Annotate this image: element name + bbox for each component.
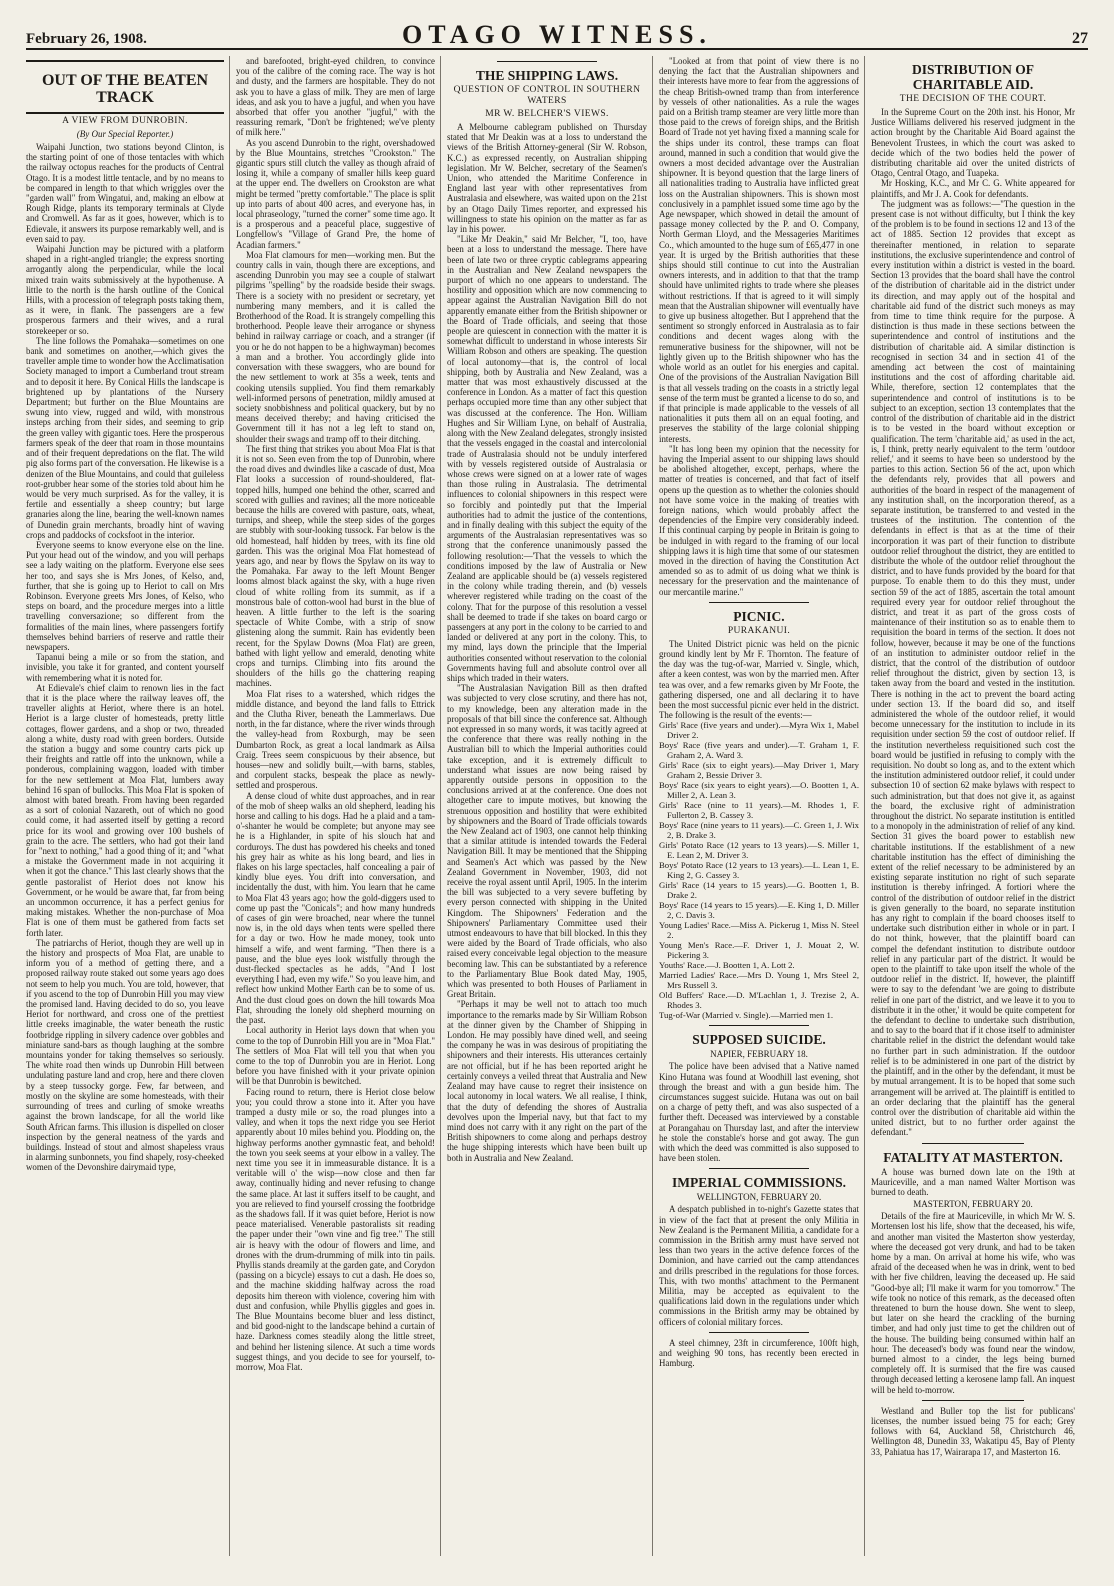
column-5	[871, 56, 1080, 1556]
issue-date: February 26, 1908.	[26, 31, 147, 47]
result-item: Old Buffers' Race.—D. M'Lachlan 1, J. Trezise 2, A. Rhodes 3.	[659, 990, 859, 1011]
result-item: Girls' Race (nine to 11 years).—M. Rhodes 1, F. Fullerton 2, B. Cassey 3.	[659, 800, 859, 821]
masterton-dateline: MASTERTON, FEBRUARY 20.	[913, 1199, 1033, 1210]
article-paragraph: Facing round to return, there is Heriot close below you; you could throw a stone into it. After you have tramped a dusty mile or so, the road plunges into a valley, and when it tops the next ridge you see Heriot apparently about 10 miles behind you. Plodding on, the highway performs another gymnastic feat, and behold! the town you seek seems at your elbow in a valley. The next time you see it in immeasurable distance. It is a veritable will o' the wisp—now close and then far away, continually hiding and never refusing to change the same place. At last it suffers itself to be caught, and you are relieved to find yourself crossing the footbridge as the shadows fall. If it was quiet before, Heriot is now peace materialised. Venerable pastoralists sit reading the paper under their "own vine and fig tree." The still air is heavy with the odour of flowers and lime, and drones with the drum-drumming of milk into tin pails. Phyllis stands dreamily at the garden gate, and Corydon (passing on a bicycle) essays to cut a dash. He does so, and the machine skidding halfway across the road deposits him thereon with violence, covering him with dust and confusion, while Phyllis giggles and goes in. The Blue Mountains become bluer and less distinct, and bid good-night to the landscape behind a curtain of haze. Darkness comes steadily along the little street, and behind her listening silence. At such a time words suggest things, and you decide to see for yourself, to-morrow, Moa Flat.	[236, 1086, 435, 1372]
article-paragraph: Everyone seems to know everyone else on the line. Put your head out of the window, and you will perhaps see a lady waiting on the platform. Everyone else sees her too, and says she is Mrs Jones, of Kelso, and, further, that she is going up to Heriot to call on Mrs Robinson. Everyone greets Mrs Jones, of Kelso, who steps on board, and the procedure merges into a little travelling conversazione; so different from the formalities of the main lines, where passengers fortify themselves behind barriers of reserve and rattle their newspapers.	[26, 539, 224, 652]
article-paragraph: At Edievale's chief claim to renown lies in the fact that it is the place where the railway leaves off, the traveller alights at Heriot, where there is an hotel. Heriot is a large cluster of homesteads, pretty little cottages, flower gardens, and a shop or two, threaded along a white, dusty road with green borders. Outside the station a buggy and some country carts pick up their freights and rattle off into the unknown, while a ponderous, complaining waggon, loaded with timber for the new settlement at Moa Flat, lumbers away behind 16 span of bullocks. This Moa Flat is spoken of almost with bated breath. From having been regarded as a sort of colonial Nazareth, out of which no good could come, it had asserted itself by getting a record price for its wool and growing over 100 bushels of grain to the acre. The settlers, who had got their land for "next to nothing," had a good thing of it; and "what a mistake the Government made in not acquiring it when it got the chance." This last clearly shows that the gentle pastoralist of Heriot does not know his Government, or he would be aware that, far from being an uncommon occurrence, it has a perfect genius for making mistakes. Whether the non-purchase of Moa Flat is one of them must be gathered from facts set forth later.	[26, 682, 224, 938]
article-paragraph: "Like Mr Deakin," said Mr Belcher, "I, too, have been at a loss to understand the message. There have been of late two or three cryptic cablegrams appearing in the Australian and New Zealand newspapers the purport of which no one appears to understand. The hostility and opposition which are now commencing to appear against the Australian Navigation Bill do not apparently emanate either from the British shipowner or the Board of Trade officials, and seeing that those people are quiescent in connection with the matter it is somewhat difficult to understand in whose interests Sir William Robson and others are speaking. The question of local autonomy—that is, the control of local shipping, both by Australia and New Zealand, was a matter that was most exhaustively discussed at the conference in London. As a matter of fact this question perhaps occupied more time than any other subject that was discussed at the conference. The Hon. William Hughes and Sir William Lyne, on behalf of Australia, along with the New Zealand delegates, strongly insisted that the vessels engaged in the coastal and intercolonial trade of Australasia should not be unduly interfered with by vessels registered outside of Australasia or whose crews were signed on at a lower rate of wages than those ruling in Australasia. The detrimental influences to colonial shipowners in this respect were so forcibly and pointedly put that the Imperial authorities had to admit the justice of the contentions, and in finally dealing with this subject the equity of the arguments of the Australasian representatives was so strong that the conference unanimously passed the following resolution:—'That the vessels to which the conditions imposed by the law of Australia or New Zealand are applicable should be (a) vessels registered in the colony while trading therein, and (b) vessels wherever registered while trading on the coast of the colony. That for the purpose of this resolution a vessel shall be deemed to trade if she takes on board cargo or passengers at any port in the colony to be carried to and landed or delivered at any port in the colony. This, to my mind, lays down the principle that the Imperial authorities consented without reservation to the colonial Governments having full and absolute control over all ships which traded in their waters.	[447, 234, 647, 683]
charitable-subheading: THE DECISION OF THE COURT.	[899, 94, 1047, 104]
article-paragraph: The first thing that strikes you about Moa Flat is that it is not so. Seen even from the top of Dunrobin, where the road dives and dwindles like a cascade of dust, Moa Flat looks a succession of round-shouldered, flat-topped hills, humped one behind the other, scarred and scored with gullies and ravines; all the more noticeable because the hills are covered with pasture, oats, wheat, turnips, and sheep, while the steep sides of the gorges are stubbly with sour-looking tussock. Far below is the old homestead, half hidden by trees, with its fine old garden. This was the original Moa Flat homestead of years ago, and near by flows the Spylaw on its way to the Pomahaka. Far away to the left Mount Benger looms almost black against the sky, with a huge riven cloud of white rolling from its summit, as if a monstrous bale of cotton-wool had burst in the blue of heaven. A little further to the left is the soaring spectacle of White Combe, with a strip of snow glistening along the summit. Rain has evidently been recent, for the Spylaw Downs (Moa Flat) are green, bathed with light yellow and emerald, denoting white crops and turnips. Climbing into fits around the shoulders of the hills go the chattering reaping machines.	[236, 443, 435, 689]
article-paragraph: "Looked at from that point of view there is no denying the fact that the Australian shipowners and their interests have more to fear from the aggressions of the cheap British-owned tramp than from interference by vessels of other nationalities. As a rule the wages paid on a British tramp steamer are very little more than those paid to the crews of foreign ships, and the British Board of Trade not yet having fixed a manning scale for the ships under its control, these tramps can float around, manned in such a condition that would give the owners a most decided advantage over the Australian shipowner. It is beyond question that the large liners of all nationalities trading to Australia have inflicted great loss on the Australian shipowners. This is shown most conclusively in a pamphlet issued some time ago by the Age newspaper, which showed in detail the amount of passage money collected by the P. and O. Company, North German Lloyd, and the Messageries Maritimes Co., which amounted to the huge sum of £65,477 in one year. It is urged by the British authorities that these ships should still continue to cut into the Australian owners interests, and in addition to that that the tramp should have unlimited rights to trade where she pleases without restrictions. If that is agreed to it will simply mean that the Australian shipowner will eventually have to give up business altogether. But I apprehend that the sentiment so strongly enforced in Australasia as to fair conditions and decent wages along with the remunerative business for the shipowner, will not be lightly given up to the British shipowner who has the whole world as an outlet for his energies and capital. One of the provisions of the Australian Navigation Bill is that all vessels trading on the coasts in a strictly legal sense of the term must be granted a license to do so, and if that principle is made applicable to the vessels of all nationalities it puts them all on an equal footing, and preserves the stability of the large colonial shipping interests.	[659, 56, 859, 444]
shipping-heading: THE SHIPPING LAWS.	[475, 68, 619, 83]
divider	[709, 602, 809, 603]
divider	[497, 61, 597, 62]
article-paragraph: A house was burned down late on the 19th at Mauriceville, and a man named Walter Mortison was burned to death.	[871, 1166, 1075, 1197]
article-paragraph: "Perhaps it may be well not to attach too much importance to the remarks made by Sir William Robson at the dinner given by the Chamber of Shipping in London. He may possibly have dined well, and seeing the company he was in was desirous of propitiating the shipowners and their interests. His utterances certainly are not official, but if he has been reported aright he certainly conveys a veiled threat that Australia and New Zealand may have cause to regret their insistence on local autonomy in local waters. We all realise, I think, that the duty of defending the shores of Australia devolves upon the Imperial navy, but that fact to my mind does not carry with it any right on the part of the British shipowners to come along and perhaps destroy the huge shipping interests which have been built up both in Australia and New Zealand.	[447, 999, 647, 1163]
result-item: Girls' Potato Race (12 years to 13 years).—S. Miller 1, E. Lean 2, M. Driver 3.	[659, 840, 859, 861]
shipping-subheading-2: MR W. BELCHER'S VIEWS.	[485, 109, 609, 119]
article-paragraph: "The Australasian Navigation Bill as then drafted was subjected to very close scrutiny, and there has not, to my knowledge, been any alteration made in the proposals of that bill since the conference sat. Although not expressed in so many words, it was tacitly agreed at the conference that there was really nothing in the Australian bill to which the Imperial authorities could take exception, and it is extremely difficult to understand what issues are now being raised by apparently outside persons in opposition to the conclusions arrived at at the conference. One does not altogether care to impute motives, but knowing the strenuous opposition and hostility that were exhibited by shipowners and the Board of Trade officials towards the New Zealand act of 1903, one cannot help thinking that a similar attitude is intended towards the Federal Navigation Bill. It may be mentioned that the Shipping and Seamen's Act which was passed by the New Zealand Government in November, 1903, did not receive the royal assent until April, 1905. In the interim the bill was subjected to a very severe buffeting by every person connected with shipping in the United Kingdom. The Shipowners' Federation and the Shipowners' Parliamentary Committee used their utmost endeavours to have that bill blocked. In this they were aided by the Board of Trade officials, who also raised every conceivable legal objection to the measure becoming law. This can be substantiated by a reference to the Parliamentary Blue Book dated May, 1905, which was presented to both Houses of Parliament in Great Britain.	[447, 683, 647, 1000]
result-item: Youths' Race.—J. Bootten 1, A. Lott 2.	[659, 960, 795, 971]
beaten-track-heading: OUT OF THE BEATEN TRACK	[41, 72, 209, 106]
divider	[709, 1332, 809, 1333]
masterton-heading: FATALITY AT MASTERTON.	[883, 1149, 1063, 1165]
picnic-subheading: PURAKANUI.	[727, 625, 791, 636]
article-paragraph: Details of the fire at Mauriceville, in which Mr W. S. Mortensen lost his life, show that the deceased, his wife, and another man visited the Masterton show yesterday, where the deceased got very drunk, and had to be taken home by a man. On arrival at home his wife, who was afraid of the deceased when he was in drink, went to bed with her five children, leaving the deceased up. He said "Good-bye all; I'll make it warm for you tomorrow." The wife took no notice of this remark, as the deceased often threatened to burn the house down. She went to sleep, but later on she heard the crackling of the burning timber, and had only just time to get the children out of the house. The building being consumed within half an hour. The deceased's body was found near the window, burned almost to a cinder, the legs being burned completely off. It is surmised that the fire was caused through deceased letting a kerosene lamp fall. An inquest will be held to-morrow.	[871, 1211, 1075, 1395]
column-4	[659, 56, 865, 1556]
article-paragraph: The police have been advised that a Native named Kino Hutana was found at Woodhill last evening, shot through the breast and with a gun beside him. The circumstances suggest suicide. Hutana was out on bail on a charge of petty theft, and was also suspected of a further theft. Deceased was interviewed by a constable at Porangahau on Thursday last, and after the interview he stole the constable's horse and got away. The gun with which the deed was committed is also supposed to have been stolen.	[659, 1061, 859, 1164]
article-paragraph: A dense cloud of white dust approaches, and in rear of the mob of sheep walks an old shepherd, leading his horse and calling to his dogs. Had he a plaid and a tam-o'-shanter he would be complete; but anyone may see he is a Highlander, in spite of his slouch hat and corduroys. The dust has powdered his cheeks and toned his grey hair as white as his long beard, and lies in flakes on his large spectacles, half concealing a pair of kindly blue eyes. You drift into conversation, and incidentally the dust, with him. You learn that he came to Moa Flat 43 years ago; how the gold-diggers used to come up past the "Conicals"; and how many hundreds of cases of gin were broached, near where the tunnel now is, in the old days when tents were spelled there for a day or two. How he made money, took unto himself a wife, and went farming. "Then there is a pause, and the blue eyes look wistfully through the dust-flecked spectacles as he adds, "And I lost everything I had, even my wife." So you leave him, and reflect how unkind Mother Earth can be to some of us. And the dust cloud goes on down the hill towards Moa Flat, shrouding the lonely old shepherd mourning on the past.	[236, 790, 435, 1026]
article-paragraph: Tapanui being a mile or so from the station, and invisible, you take it for granted, and content yourself with remembering what it is noted for.	[26, 652, 224, 683]
result-item: Tug-of-War (Married v. Single).—Married men 1.	[659, 1010, 834, 1021]
article-paragraph: The United District picnic was held on the picnic ground kindly lent by Mr F. Thornton. The feature of the day was the tug-of-war, Married v. Single, which, after a keen contest, was won by the married men. After tea was over, and a few remarks given by Mr Foote, the gathering dispersed, one and all declaring it to have been the most successful picnic ever held in the district. The following is the result of the events:—	[659, 638, 859, 721]
article-paragraph: A Melbourne cablegram published on Thursday stated that Mr Deakin was at a loss to understand the views of the British Attorney-general (Sir W. Robson, K.C.) as expressed recently, on Australian shipping legislation. Mr W. Belcher, secretary of the Seamen's Union, who attended the Maritime Conference in England last year with other representatives from Australasia and elsewhere, was waited upon on the 21st by an Otago Daily Times reporter, and expressed his willingness to state his opinion on the matter as far as lay in his power.	[447, 122, 647, 235]
article-paragraph: The judgment was as follows:—"The question in the present case is not without difficulty, but I think the key of the problem is to be found in sections 12 and 13 of the act of 1885. Section 12 provides that except as thereinafter mentioned, in relation to separate institutions, the exclusive superintendence and control of every institution within a district is vested in the board. Section 13 provides that the board shall have the control of the distribution of charitable aid in the district under its direction, and may apply out of the hospital and charitable aid fund of the district such moneys as may from time to time think require for the purpose. A distinction is thus made in these sections between the superintendence and control of institutions and the distribution of charitable aid. A similar distinction is recognised in section 34 and in section 41 of the amending act between the cost of maintaining institutions and the cost of affording charitable aid. While, therefore, section 12 contemplates that the superintendence and control of institutions is to be subject to an exception, section 13 contemplates that the control of the distribution of charitable aid in the district is to be vested in the board without exception or qualification. The term 'charitable aid,' as used in the act, is, I think, pretty nearly equivalent to the term 'outdoor relief,' and it seems to have been so understood by the parties to this action. Section 56 of the act, upon which the defendants rely, provides that all powers and authorities of the board in respect of the management of any institution shall, on the incorporation thereof, as a separate institution, be transferred to and vested in the trustees of the institution. The contention of the defendants in effect is that as at the time of their incorporation it was part of their function to distribute outdoor relief throughout the district, they are entitled to distribute the whole of the outdoor relief throughout the district, and to have funds provided by the board for that purpose. To enable them to do this they must, under section 59 of the act of 1885, ascertain the total amount required every year for outdoor relief throughout the district, and treat it as part of the gross costs of maintenance of their institution so as to enable them to requisition the board in terms of the section. It does not follow, however, because it may be one of the functions of an institution to administer outdoor relief in the district, that the control of the distribution of outdoor relief throughout the district, given by section 13, is taken away from the board and vested in the institution. There is nothing in the act to prevent the board acting under section 13. If the board did so, and itself administered the whole of the outdoor relief, it would become unnecessary for the institution to include in its requisition under section 59 the cost of outdoor relief. If the institution nevertheless requisitioned such cost the board would be justified in refusing to comply with the requisition. No doubt so long as, and to the extent which the institution administered outdoor relief, it could under subsection 10 of section 62 make bylaws with respect to such administration, but that does not give it, as against the board, the exclusive right of administration throughout the district. No separate institution is entitled to a monopoly in the administration of relief of any kind. Section 31 gives the board power to establish new charitable institutions. If the establishment of a new charitable institution has the effect of diminishing the extent of the relief necessary to be administered by an existing separate institution no right of such separate institution is thereby infringed. A fortiori where the control of the distribution of outdoor relief in the district is given generally to the board, no separate institution has any right to complain if the board chooses itself to undertake such distribution either in whole or in part. I do not think, however, that the plaintiff board can compel the defendant institution to distribute outdoor relief in any particular part of the district. It would be open to the plaintiff to take upon itself the whole of the outdoor relief in the district. If, however, the plaintiff were to say to the defendant 'we are going to distribute relief in one part of the district, and we leave it to you to distribute it in the other,' it would be quite competent for the defendant to decline to undertake such distribution, and to say to the board that if it chose itself to administer charitable relief in the district the defendant would take no further part in such administration. If the outdoor relief is to be administered in one part of the district by the plaintiff, and in the other by the defendant, it must be by mutual arrangement. It is to be hoped that some such arrangement will be arrived at. The plaintiff is entitled to an order declaring that the plaintiff has the general control over the distribution of charitable aid within the united district, but to no further order against the defendant."	[871, 198, 1075, 1138]
beaten-track-byline: (By Our Special Reporter.)	[76, 129, 174, 139]
result-item: Boys' Race (14 years to 15 years).—E. King 1, D. Miller 2, C. Davis 3.	[659, 900, 859, 921]
result-item: Girls' Race (six to eight years).—May Driver 1, Mary Graham 2, Bessie Driver 3.	[659, 760, 859, 781]
article-paragraph: Moa Flat rises to a watershed, which ridges the middle distance, and beyond the land falls to Ettrick and the Clutha River, beneath the Lammerlaws. Due north, in the far distance, where the river winds through the valley-head from Roxburgh, may be seen Dumbarton Rock, as great a local landmark as Ailsa Craig. Trees seem conspicuous by their absence, but houses—new and solidly built,—with barns, stables, and corpulent stacks, bespeak the place as newly-settled and prosperous.	[236, 688, 435, 791]
result-item: Girls' Race (14 years to 15 years).—G. Bootten 1, B. Drake 2.	[659, 880, 859, 901]
column-2	[236, 56, 441, 1556]
divider	[922, 1400, 1024, 1401]
picnic-heading: PICNIC.	[733, 608, 785, 624]
article-paragraph: Waipahi Junction may be pictured with a platform shaped in a right-angled triangle; the express snorting arrogantly along the perpendicular, while the local mixed train waits submissively at the hypothenuse. A little to the north is the harsh outline of the Conical Hills, with a procession of telegraph posts taking them, as it were, in flank. The passengers are a few prosperous farmers and their wives, and a rural storekeeper or so.	[26, 244, 224, 336]
result-item: Boys' Potato Race (12 years to 13 years).—L. Lean 1, E. King 2, G. Cassey 3.	[659, 860, 859, 881]
suicide-heading: SUPPOSED SUICIDE.	[692, 1032, 826, 1048]
article-paragraph: "It has long been my opinion that the necessity for having the Imperial assent to our shipping laws should be abolished altogether, except, perhaps, where the matter of treaties is concerned, and that fact of itself opens up the question as to whether the colonies should not have some voice in the making of treaties with foreign nations, which would probably affect the dependencies of the Empire very considerably indeed. If this continual carping by people in Britain is going to be indulged in with regard to the framing of our local shipping laws it is high time that some of our statesmen moved in the direction of having the Constitution Act amended so as to admit of us doing what we think is necessary for the preservation and the maintenance of our mercantile marine."	[659, 443, 859, 597]
result-item: Boys' Race (five years and under).—T. Graham 1, F. Graham 2, A. Ward 3.	[659, 740, 859, 761]
column-1	[26, 56, 230, 1556]
newspaper-title: OTAGO WITNESS.	[402, 20, 712, 49]
suicide-dateline: NAPIER, FEBRUARY 18.	[710, 1049, 808, 1060]
divider	[709, 1168, 809, 1169]
article-paragraph: A steel chimney, 23ft in circumference, 100ft high, and weighing 90 tons, has recently been erected in Hamburg.	[659, 1337, 859, 1369]
article-paragraph: As you ascend Dunrobin to the right, overshadowed by the Blue Mountains, stretches "Crookston." The gigantic spurs still clutch the valley as though afraid of losing it, while a company of smaller hills keep guard at the upper end. The dwellers on Crookston are what might be termed "pretty comfortable." The place is split up into parts of about 400 acres, and everyone has, in local phraseology, "turned the corner" some time ago. It is a prosperous and a peaceful place, suggestive of Longfellow's "Village of Grand Pre, the home of Acadian farmers."	[236, 137, 435, 250]
article-paragraph: Mr Hosking, K.C., and Mr C. G. White appeared for plaintiffs, and Mr J. A. Cook for defendants.	[871, 178, 1075, 199]
divider	[922, 1143, 1024, 1144]
article-paragraph: A despatch published in to-night's Gazette states that in view of the fact that at present the only Militia in New Zealand is the Permanent Militia, a candidate for a commission in the British army must have served not less than two years in the active defence forces of the Dominion, and have carried out the camp attendances and drills prescribed in the regulations for those forces. This, with two months' attachment to the Permanent Militia, may be accepted as equivalent to the qualifications laid down in the regulations under which commissions in the British army may be obtained by officers of colonial military forces.	[659, 1204, 859, 1327]
article-paragraph: The line follows the Pomahaka—sometimes on one bank and sometimes on another,—which gives the traveller ample time to wonder how the Acclimatisation Society managed to import a Cumberland trout stream and to deposit it here. By Conical Hills the landscape is brightened up by plantations of the Nursery Department; but further on the Blue Mountains are swung into view, rugged and wild, with monstrous insteps arching from their sides, and seeming to grip the green valley with gigantic toes. Here the prosperous farmers speak of the deer that roam in those mountains and of their frequent depredations on the flat. The wild pig also forms part of the conversation. He likewise is a denizen of the Blue Mountains, and could that guileless root-grubber hear some of the stories told about him he would be very much surprised. As for the valley, it is fertile and essentially a sheep country; but large granaries along the line, bearing the well-known names of Dunedin grain merchants, broadly hint of waving crops and paddocks of cocksfoot in the interior.	[26, 335, 224, 540]
result-item: Young Men's Race.—F. Driver 1, J. Mouat 2, W. Pickering 3.	[659, 940, 859, 961]
beaten-track-subheading: A VIEW FROM DUNROBIN.	[62, 116, 188, 126]
result-item: Girls' Race (five years and under).—Myra Wix 1, Mabel Driver 2.	[659, 720, 859, 741]
beaten-track-heading-box	[26, 60, 224, 114]
columns	[26, 56, 1088, 1556]
result-item: Married Ladies' Race.—Mrs D. Young 1, Mrs Steel 2, Mrs Russell 3.	[659, 970, 859, 991]
result-item: Boys' Race (six years to eight years).—O. Bootten 1, A. Miller 2, A. Lean 3.	[659, 780, 859, 801]
result-item: Boys' Race (nine years to 11 years).—C. Green 1, J. Wix 2, B. Drake 3.	[659, 820, 859, 841]
shipping-subheading: QUESTION OF CONTROL IN SOUTHERN WATERS	[453, 85, 641, 106]
article-paragraph: In the Supreme Court on the 20th inst. his Honor, Mr Justice Williams delivered his reserved judgment in the action brought by the Charitable Aid Board against the Benevolent Trustees, in which the court was asked to decide which of the two bodies held the power of distributing charitable aid over the united districts of Otago, Central Otago, and Tuapeka.	[871, 107, 1075, 179]
imperial-dateline: WELLINGTON, FEBRUARY 20.	[696, 1192, 822, 1203]
masthead	[26, 20, 1088, 50]
article-paragraph: and barefooted, bright-eyed children, to convince you of the calibre of the coming race. The way is hot and dusty, and the farmers are hospitable. They do not ask you to have a glass of milk. They are men of large ideas, and ask you to have a jugful, and when you have absorbed that offer you another "jugful," with the reassuring remark, "Don't be frightened; we've plenty of milk here."	[236, 56, 435, 138]
page-number: 27	[1071, 30, 1088, 47]
article-paragraph: The patriarchs of Heriot, though they are well up in the history and prospects of Moa Flat, are unable to inform you of a method of getting there, and a proposed railway route staked out some years ago does not seem to help you much. You are told, however, that if you ascend to the top of Dunrobin Hill you may view the promised land. Having decided to do so, you leave Heriot for northward, and cross one of the prettiest little creeks imaginable, the water beneath the rustic footbridge rippling in silvery cadence over gobbles and miniature sand-bars as though laughing at the sombre mountains yonder for taking themselves so seriously. The white road then winds up Dunrobin Hill between undulating pasture land and crop, here and there cloven by a steep tussocky gorge. Few, far between, and mostly on the skyline are some homesteads, with their surrounding of trees and curling of smoke wreaths against the brown landscape, for all the world like South African farms. This illusion is dispelled on closer inspection by the general neatness of the yards and buildings. Instead of stout and almost shapeless vraus in alarming sunbonnets, you find shapely, rosy-cheeked women of the Devonshire dairymaid type,	[26, 937, 224, 1173]
divider	[709, 1025, 809, 1026]
article-paragraph: Moa Flat clamours for men—working men. But the country calls in vain, though there are exceptions, and ascending Dunrobin you may see a couple of stalwart pilgrims "spelling" by the roadside beside their swags. There is a society with no president or secretary, yet numbering many members, and it is called the Brotherhood of the Road. It is strangely compelling this brotherhood. People leave their arrogance or shyness behind in railway carriage or coach, and a stranger (if you or he do not happen to be a highwayman) becomes a man and a brother. You accordingly glide into conversation with these swaggers, who are bound for the new settlement to work at 35s a week, tents and cooking utensils supplied. You find them remarkably well-informed persons of penetration, mildly amused at society snobbishness and political quackery, but by no means deceived thereby; and having criticised the Government till it has not a leg left to stand on, shoulder their swags and tramp off to their ditching.	[236, 249, 435, 444]
result-item: Young Ladies' Race.—Miss A. Pickerug 1, Miss N. Steel 2.	[659, 920, 859, 941]
charitable-heading: DISTRIBUTION OF CHARITABLE AID.	[912, 62, 1034, 92]
article-paragraph: Westland and Buller top the list for publicans' licenses, the number issued being 75 for each; Grey follows with 64, Auckland 58, Christchurch 46, Wellington 48, Dunedin 33, Wakatipu 45, Bay of Plenty 33, Pahiatua has 17, Wairarapa 17, and Masterton 16.	[871, 1405, 1075, 1457]
imperial-heading: IMPERIAL COMMISSIONS.	[671, 1175, 847, 1191]
article-paragraph: Waipahi Junction, two stations beyond Clinton, is the starting point of one of those tentacles with which the railway octopus reaches for the products of Central Otago. It is a modest little tentacle, and by no means to be compared in length to that which wriggles over the "garden wall" from Wingatui, and, making an elbow at Rough Ridge, plants its temporary terminals at Clyde and Cromwell. As far as it goes, however, which is to Edievale, it answers its purpose remarkably well, and is even said to pay.	[26, 142, 224, 244]
column-3	[447, 56, 653, 1556]
article-paragraph: Local authority in Heriot lays down that when you come to the top of Dunrobin Hill you are in "Moa Flat." The settlers of Moa Flat will tell you that when you come to the top of Dunrobin you are in Heriot. Long before you have finished with it your private opinion will be that Dunrobin is bewitched.	[236, 1025, 435, 1087]
